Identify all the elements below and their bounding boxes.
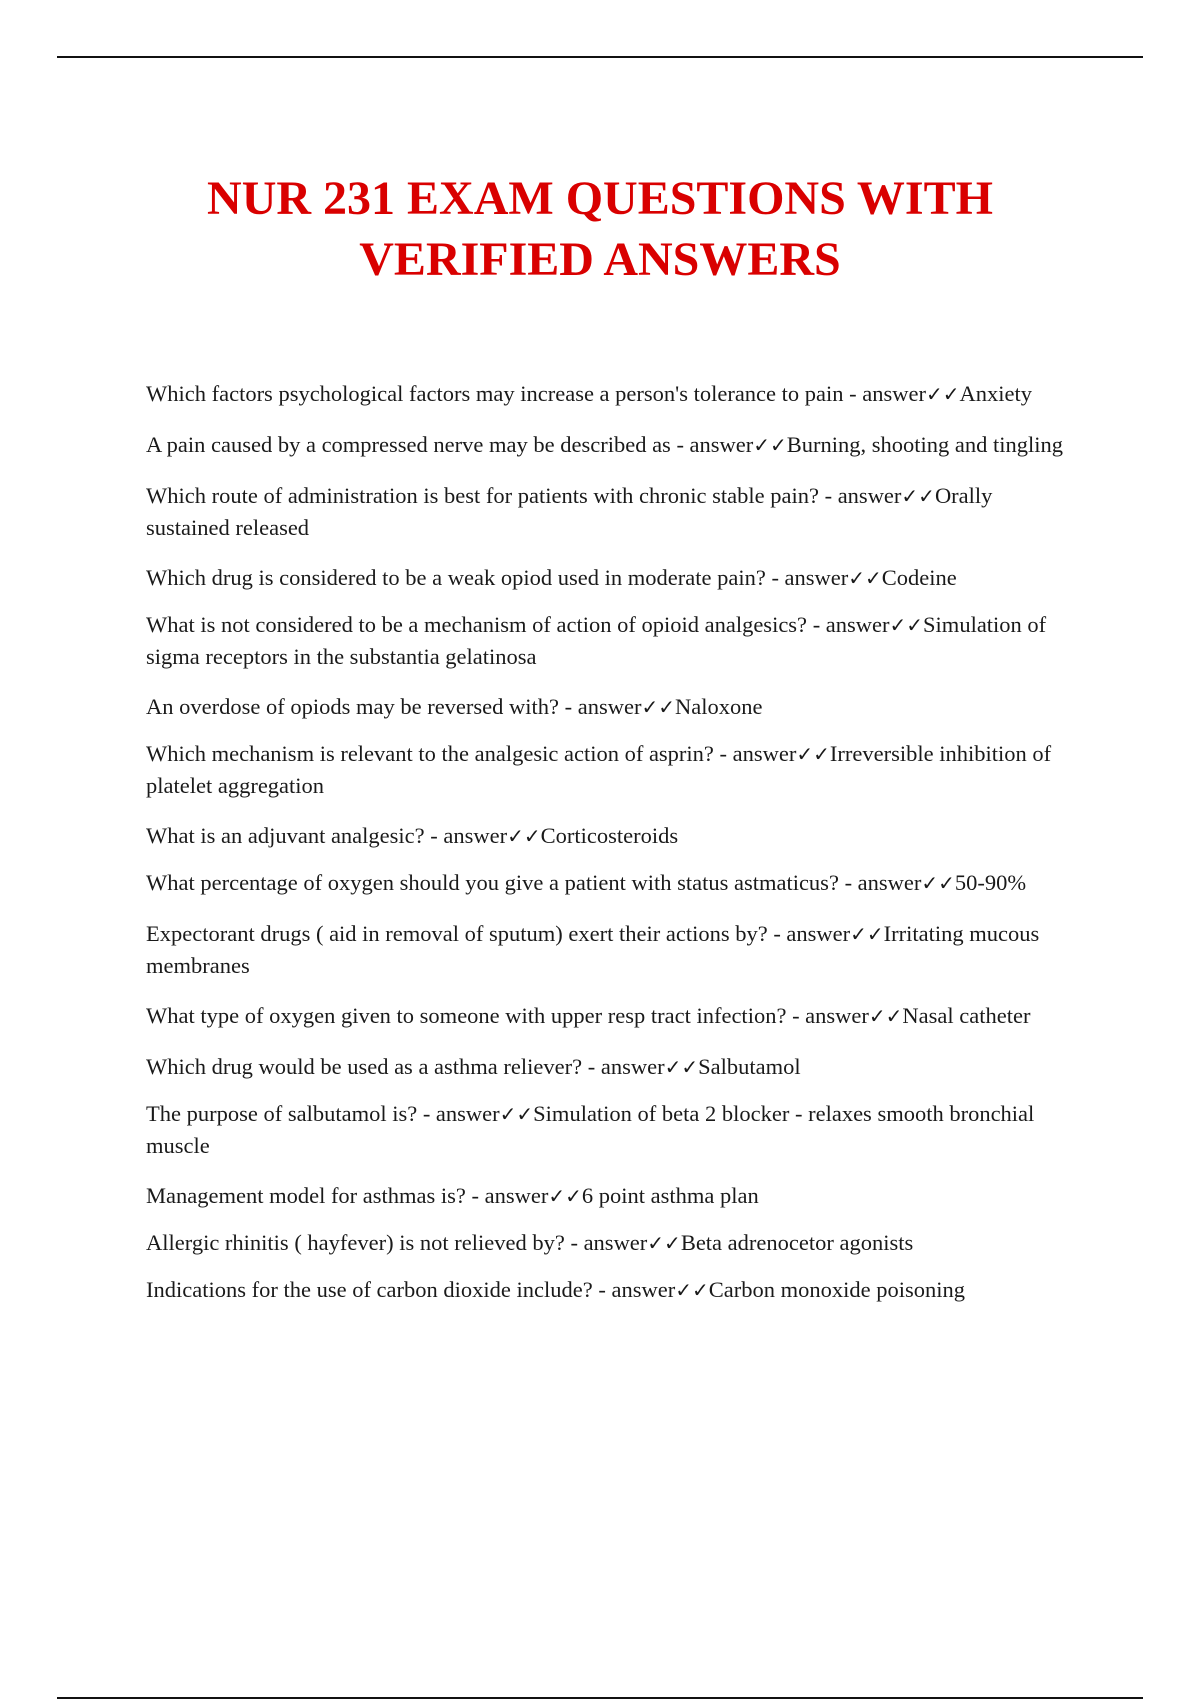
answer-label: - answer bbox=[582, 1054, 665, 1079]
double-check-icon: ✓✓ bbox=[921, 871, 955, 895]
answer-label: - answer bbox=[713, 741, 797, 766]
question-text: What is not considered to be a mechanism of action of opioid analgesics? bbox=[146, 612, 808, 637]
answer-text: Salbutamol bbox=[698, 1054, 801, 1079]
answer-text: Simulation of beta 2 blocker - relaxes smooth bronchial muscle bbox=[146, 1101, 1035, 1158]
qa-item bbox=[146, 378, 1076, 410]
question-text: Which drug would be used as a asthma reliever? bbox=[146, 1054, 583, 1079]
double-check-icon: ✓✓ bbox=[641, 695, 675, 719]
answer-label: - answer bbox=[417, 1101, 500, 1126]
qa-item bbox=[146, 1274, 1076, 1306]
question-text: Which factors psychological factors may increase a person's tolerance to pain bbox=[146, 381, 844, 406]
qa-item bbox=[146, 609, 1076, 672]
double-check-icon: ✓✓ bbox=[507, 824, 541, 848]
answer-label: - answer bbox=[424, 823, 508, 848]
answer-label: - answer bbox=[838, 870, 922, 895]
double-check-icon: ✓✓ bbox=[848, 566, 882, 590]
answer-text: Simulation of sigma receptors in the substantia gelatinosa bbox=[146, 612, 1047, 669]
answer-text: Irritating mucous membranes bbox=[146, 921, 1040, 978]
question-text: Management model for asthmas is? bbox=[146, 1183, 466, 1208]
question-text: What type of oxygen given to someone with upper resp tract infection? bbox=[146, 1003, 787, 1028]
qa-item bbox=[146, 1051, 1076, 1083]
qa-list bbox=[146, 378, 1076, 1321]
qa-item bbox=[146, 1227, 1076, 1259]
double-check-icon: ✓✓ bbox=[850, 922, 884, 946]
answer-text: Anxiety bbox=[959, 381, 1033, 406]
answer-text: Nasal catheter bbox=[902, 1003, 1031, 1028]
qa-item bbox=[146, 820, 1076, 852]
double-check-icon: ✓✓ bbox=[664, 1055, 699, 1079]
qa-item bbox=[146, 429, 1076, 461]
double-check-icon: ✓✓ bbox=[499, 1102, 534, 1126]
footer-rule bbox=[57, 1697, 1143, 1699]
answer-text: Beta adrenocetor agonists bbox=[680, 1230, 914, 1255]
answer-text: Codeine bbox=[881, 565, 957, 590]
answer-label: - answer bbox=[592, 1277, 676, 1302]
qa-item bbox=[146, 480, 1076, 543]
qa-item bbox=[146, 867, 1076, 899]
question-text: Which mechanism is relevant to the analgesic action of asprin? bbox=[146, 741, 714, 766]
qa-item bbox=[146, 562, 1076, 594]
question-text: What is an adjuvant analgesic? bbox=[146, 823, 425, 848]
double-check-icon: ✓✓ bbox=[548, 1184, 582, 1208]
double-check-icon: ✓✓ bbox=[889, 613, 924, 637]
question-text: An overdose of opiods may be reversed with? bbox=[146, 694, 560, 719]
qa-item bbox=[146, 1000, 1076, 1032]
question-text: Expectorant drugs ( aid in removal of sputum) exert their actions by? bbox=[146, 921, 768, 946]
question-text: Indications for the use of carbon dioxide include? bbox=[146, 1277, 593, 1302]
double-check-icon: ✓✓ bbox=[647, 1231, 681, 1255]
answer-label: - answer bbox=[786, 1003, 869, 1028]
qa-item bbox=[146, 1098, 1076, 1161]
document-title: NUR 231 EXAM QUESTIONS WITH VERIFIED ANSWERS bbox=[207, 172, 993, 286]
double-check-icon: ✓✓ bbox=[753, 433, 787, 457]
answer-text: Irreversible inhibition of platelet aggregation bbox=[146, 741, 1052, 798]
answer-label: - answer bbox=[818, 483, 902, 508]
answer-text: Orally sustained released bbox=[146, 483, 993, 540]
answer-text: Carbon monoxide poisoning bbox=[708, 1277, 965, 1302]
answer-label: - answer bbox=[670, 432, 754, 457]
answer-label: - answer bbox=[807, 612, 890, 637]
qa-item bbox=[146, 918, 1076, 981]
double-check-icon: ✓✓ bbox=[926, 382, 960, 406]
answer-label: - answer bbox=[465, 1183, 549, 1208]
question-text: A pain caused by a compressed nerve may be described as bbox=[146, 432, 671, 457]
answer-label: - answer bbox=[559, 694, 642, 719]
question-text: What percentage of oxygen should you give a patient with status astmaticus? bbox=[146, 870, 839, 895]
question-text: Allergic rhinitis ( hayfever) is not relieved by? bbox=[146, 1230, 565, 1255]
answer-label: - answer bbox=[564, 1230, 648, 1255]
answer-text: Burning, shooting and tingling bbox=[786, 432, 1064, 457]
double-check-icon: ✓✓ bbox=[796, 742, 830, 766]
qa-item bbox=[146, 738, 1076, 801]
answer-text: Naloxone bbox=[675, 694, 763, 719]
double-check-icon: ✓✓ bbox=[675, 1278, 709, 1302]
question-text: Which drug is considered to be a weak opiod used in moderate pain? bbox=[146, 565, 766, 590]
answer-text: 6 point asthma plan bbox=[581, 1183, 759, 1208]
qa-item bbox=[146, 691, 1076, 723]
answer-label: - answer bbox=[843, 381, 926, 406]
question-text: The purpose of salbutamol is? bbox=[146, 1101, 418, 1126]
double-check-icon: ✓✓ bbox=[868, 1004, 903, 1028]
header-rule bbox=[57, 56, 1143, 58]
question-text: Which route of administration is best for patients with chronic stable pain? bbox=[146, 483, 819, 508]
answer-text: 50-90% bbox=[954, 870, 1027, 895]
answer-text: Corticosteroids bbox=[540, 823, 679, 848]
answer-label: - answer bbox=[765, 565, 849, 590]
qa-item bbox=[146, 1180, 1076, 1212]
answer-label: - answer bbox=[767, 921, 851, 946]
double-check-icon: ✓✓ bbox=[901, 484, 935, 508]
